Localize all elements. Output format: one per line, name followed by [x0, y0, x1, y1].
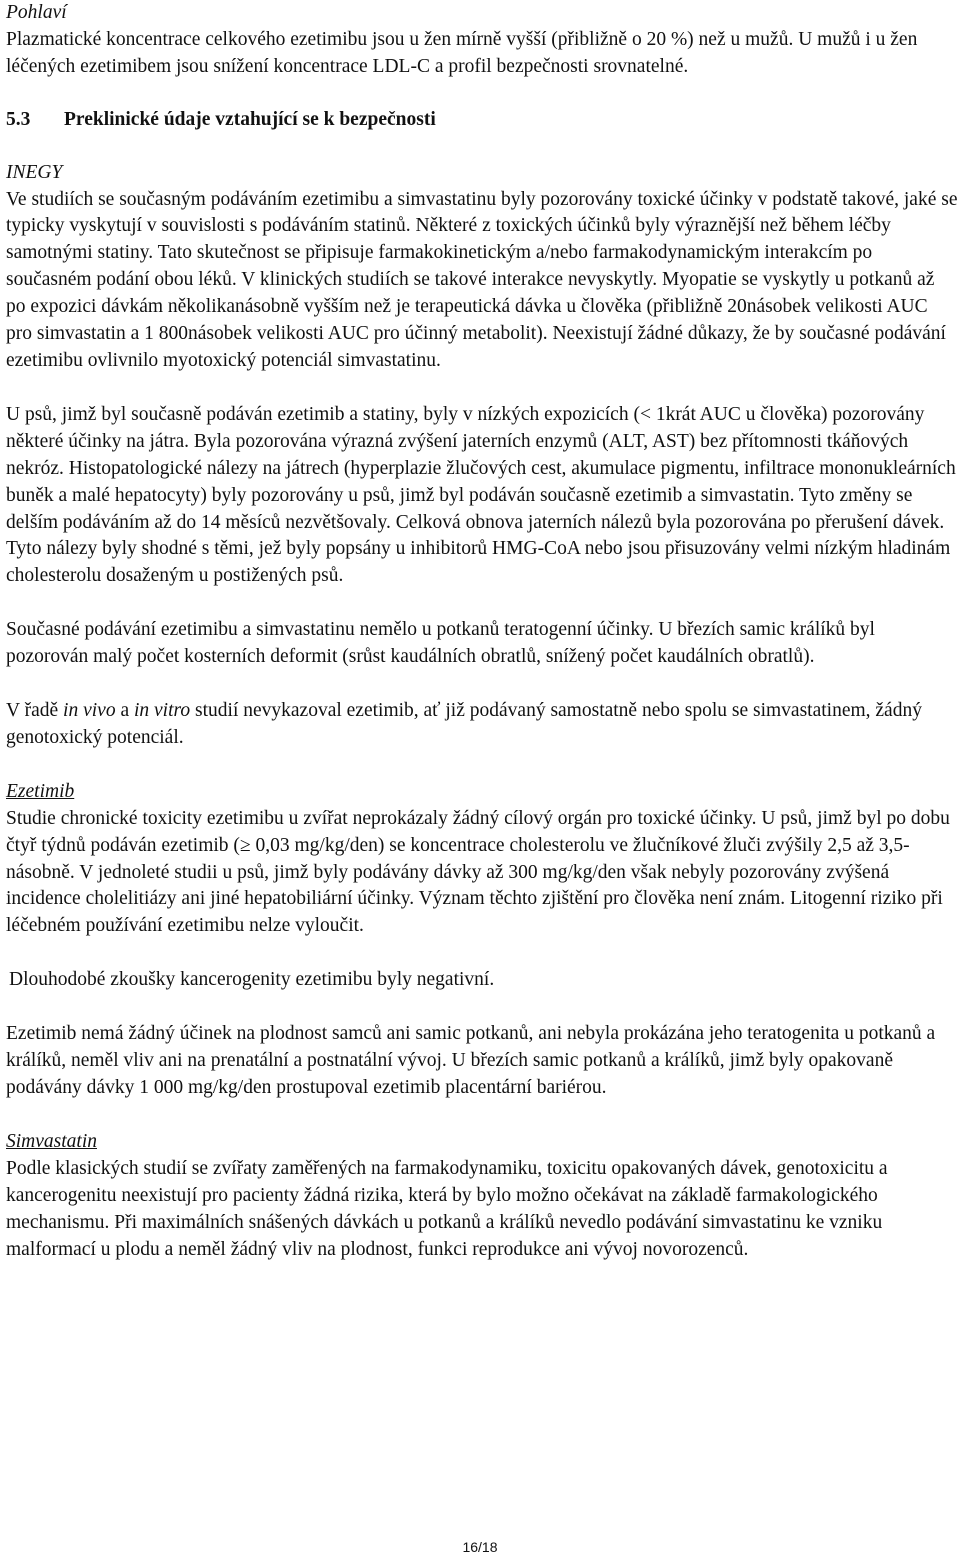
term-in-vitro: in vitro [133, 700, 191, 722]
section-number: 5.3 [6, 108, 31, 130]
term-in-vivo: in vivo [63, 700, 116, 722]
section-heading-text: Preklinické údaje vztahující se k bezpečnosti [64, 108, 436, 130]
section-title-pohlavi: Pohlaví [6, 2, 67, 23]
subsection-title-ezetimib: Ezetimib [6, 780, 75, 802]
paragraph-ezetimib-2: Dlouhodobé zkoušky kancerogenity ezetimibu byly negativní. [9, 969, 495, 991]
paragraph-inegy-4: V řadě in vivo a in vitro studií nevykazoval ezetimib, ať již podávaný samostatně nebo spolu se simvastatinem, žádný genotoxický potenciál. [6, 700, 922, 748]
paragraph-ezetimib-3: Ezetimib nemá žádný účinek na plodnost samců ani samic potkanů, ani nebyla prokázána jeho teratogenita u potkanů a králíků, neměl vliv ani na prenatální a postnatální vývoj. U březích samic potkanů a králíků, jimž byly opakovaně podávány dávky 1 000 mg/kg/den prostupoval ezetimib placentární bariérou. [6, 1023, 936, 1098]
paragraph-simvastatin-1: Podle klasických studií se zvířaty zaměřených na farmakodynamiku, toxicitu opakovaných dávek, genotoxicitu a kancerogenitu neexistují pro pacienty žádná rizika, která by bylo možno očekávat na základě farmakologického mechanismu. Při maximálních snášených dávkách u potkanů a králíků nevedlo podávání simvastatinu ke vzniku malformací u plodu a neměl žádný vliv na plodnost, funkci reprodukce ani vývoj novorozenců. [6, 1157, 888, 1260]
paragraph-inegy-2: U psů, jimž byl současně podáván ezetimib a statiny, byly v nízkých expozicích (< 1krát AUC u člověka) pozorovány některé účinky na játra. Byla pozorována výrazná zvýšení jaterních enzymů (ALT, AST) bez přítomnosti tkáňových nekróz. Histopatologické nálezy na játrech (hyperplazie žlučových cest, akumulace pigmentu, infiltrace mononukleárních buněk a malé hepatocyty) byly pozorovány u psů, jimž byl podáván současně ezetimib a simvastatin. Tyto změny se delším podáváním až do 14 měsíců nezvětšovaly. Celková obnova jaterních nálezů byla pozorována po přerušení dávek. Tyto nálezy byly shodné s těmi, jež byly popsány u inhibitorů HMG-CoA nebo jsou přisuzovány velmi nízkým hladinám cholesterolu dosaženým u postižených psů. [6, 403, 956, 587]
subsection-title-simvastatin: Simvastatin [6, 1130, 97, 1152]
subsection-title-inegy: INEGY [6, 161, 63, 183]
document-page [6, 0, 958, 1263]
paragraph-inegy-1: Ve studiích se současným podáváním ezetimibu a simvastatinu byly pozorovány toxické účinky v podstatě takové, jaké se typicky vyskytují v souvislosti s podáváním statinů. Některé z toxických účinků byly výraznější než během léčby samotnými statiny. Tato skutečnost se připisuje farmakokinetickým a/nebo farmakodynamickým interakcím po současném podání obou léků. V klinických studiích se takové interakce nevyskytly. Myopatie se vyskytly u potkanů až po expozici dávkám několikanásobně vyšším než je terapeutická dávka u člověka (přibližně 20násobek velikosti AUC pro simvastatin a 1 800násobek velikosti AUC pro účinný metabolit). Neexistují žádné důkazy, že by současné podávání ezetimibu ovlivnilo myotoxický potenciál simvastatinu. [6, 188, 958, 371]
paragraph-inegy-3: Současné podávání ezetimibu a simvastatinu nemělo u potkanů teratogenní účinky. U březích samic králíků byl pozorován malý počet kosterních deformit (srůst kaudálních obratlů, snížený počet kaudálních obratlů). [6, 619, 875, 668]
page-number: 16/18 [462, 1539, 498, 1555]
paragraph-ezetimib-1: Studie chronické toxicity ezetimibu u zvířat neprokázaly žádný cílový orgán pro toxické účinky. U psů, jimž byl po dobu čtyř týdnů podáván ezetimib (≥ 0,03 mg/kg/den) se koncentrace cholesterolu ve žlučníkové žluči zvýšily 2,5 až 3,5-násobně. V jednoleté studii u psů, jimž byly podávány dávky až 300 mg/kg/den však nebyly pozorovány zvýšená incidence cholelitiázy ani jiné hepatobiliární účinky. Význam těchto zjištění pro člověka není znám. Litogenní riziko při léčebném používání ezetimibu nelze vyloučit. [6, 807, 950, 937]
paragraph-pohlavi: Plazmatické koncentrace celkového ezetimibu jsou u žen mírně vyšší (přibližně o 20 %) než u mužů. U mužů i u žen léčených ezetimibem jsou snížení koncentrace LDL-C a profil bezpečnosti srovnatelné. [6, 28, 918, 77]
section-heading-preklinicke [6, 107, 958, 134]
